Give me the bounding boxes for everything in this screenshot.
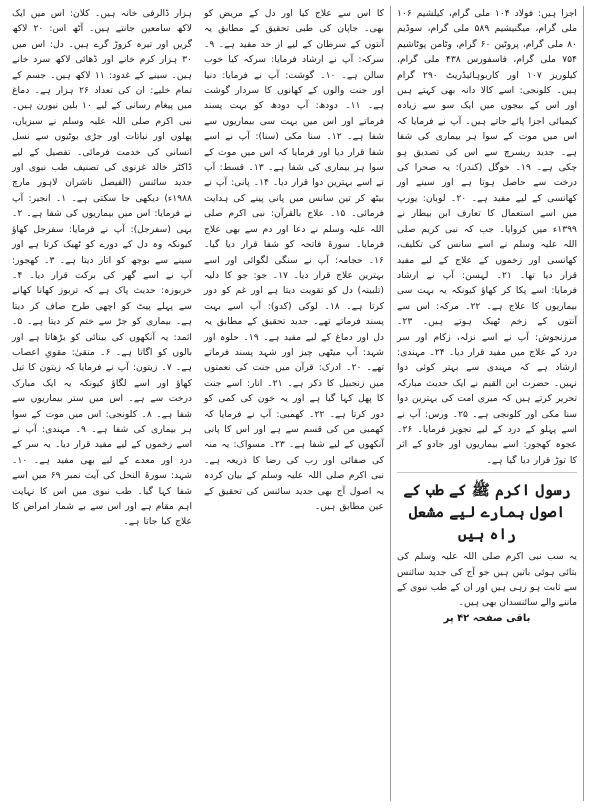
column-middle — [198, 6, 391, 801]
continued-note: باقی صفحہ ۴۲ پر — [443, 612, 531, 624]
column-right-text: ہزار ڈالرفی خانہ ہیں۔ کلان: اس میں ایک لاکھ سامعین جانتے ہیں۔ آٹھ اس: ۲۰ لاکھ گریں اور تیرہ کروڑ گرے ہیں۔ دل: اس میں ۳۰ ہزار کرم خانے اور ڈھائی لاکھ سرد خانے ہیں۔ سینے کے غدود: ۱۱ لاکھ ہیں۔ جسم کے تمام خلیے: ان کی تعداد ۲۶ ہزار ہے۔ دماغ میں پیغام رسانی کے لیے ۱۰ بلین نیورن ہیں۔ نبی اکرم صلی اللہ علیہ وسلم نے سبزیاں، پھلوں اور نباتات اور جڑی بوٹیوں سے نسل انسانی کی خدمت فرمائی۔ تفصیل کے لیے ڈاکٹر خالد غزنوی کی تصنیف طب نبوی اور جدید سائنس (الفیصل ناشران لاہور مارچ ۱۹۸۸ء) دیکھی جا سکتی ہے۔ ۱۔ انجیر: آپ نے فرمایا: اس میں بیماریوں کی شفا ہے۔ ۲۔ بہی (سفرجل): آپ نے فرمایا: سفرجل کھاؤ کیونکہ وہ دل کے دورے کو ٹھیک کرتا ہے اور سینے سے بوجھ کو اتار دیتا ہے۔ ۳۔ کھجور: آپ نے اسے گھر کی برکت قرار دیا۔ ۴۔ خربوزہ: حدیث پاک ہے کہ تربوز کھانا کھانے سے پہلے پیٹ کو اچھی طرح صاف کر دیتا ہے۔ بیماری کو جڑ سے ختم کر دیتا ہے۔ ۵۔ اثمد: یہ آنکھوں کی بینائی کو بڑھاتا ہے اور بالوں کو اگاتا ہے۔ ۶۔ منقیٰ: مقویِ اعصاب ہے۔ ۷۔ زیتون: آپ نے فرمایا کہ زیتون کا تیل کھاؤ اور اسے لگاؤ کیونکہ یہ ایک مبارک درخت سے ہے۔ اس میں ستر بیماریوں سے شفا ہے۔ ۸۔ کلونجی: اس میں موت کے سوا ہر بیماری کی شفا ہے۔ ۹۔ مہندی: آپ نے اسے زخموں کے لیے مفید قرار دیا۔ یہ سر کے درد اور معدے کے لیے بھی مفید ہے۔ ۱۰۔ شہد: سورۃ النحل کی آیت نمبر ۶۹ میں اسے شفا کہا گیا۔ طب نبوی میں اس کا نہایت اہم مقام ہے اور اس سے بے شمار امراض کا علاج کیا جاتا ہے۔ — [12, 8, 193, 528]
article-intro: یہ سب نبی اکرم صلی اللہ علیہ وسلم کی بتائی ہوئی باتیں ہیں جو آج کی جدید سائنس سے ثابت ہو رہی ہیں اور ان کے طب نبوی کے ماننے والے سائنسدان بھی ہیں۔ — [397, 551, 577, 609]
column-right — [6, 6, 198, 801]
column-left — [391, 6, 584, 801]
column-middle-text: کا اس سے علاج کیا اور دل کے مریض کو بھی۔ جاپان کی طبی تحقیق کے مطابق یہ آنتوں کے سرطان کے لیے از حد مفید ہے۔ ۹۔ سرکہ: آپ نے ارشاد فرمایا: سرکہ کیا خوب سالن ہے۔ ۱۰۔ گوشت: آپ نے فرمایا: دنیا اور جنت والوں کے کھانوں کا سردار گوشت ہے۔ ۱۱۔ دودھ: آپ دودھ کو بہت پسند فرماتے اور اس میں بہت سی بیماریوں سے شفا ہے۔ ۱۲۔ سنا مکی (سنا): آپ نے اسے شفا قرار دیا اور فرمایا کہ اس میں موت کے سوا ہر بیماری کی شفا ہے۔ ۱۳۔ قسط: آپ نے اسے بہترین دوا قرار دیا۔ ۱۴۔ پانی: آپ نے بیٹھ کر تین سانس میں پانی پینے کی ہدایت فرمائی۔ ۱۵۔ علاج بالقرآن: نبی اکرم صلی اللہ علیہ وسلم نے دعا اور دم سے بھی علاج فرمایا۔ سورۃ فاتحہ کو شفا قرار دیا گیا۔ ۱۶۔ حجامہ: آپ نے سنگی لگوائی اور اسے بہترین علاج قرار دیا۔ ۱۷۔ جو: جو کا دلیہ (تلبینہ) دل کو تقویت دیتا ہے اور غم کو دور کرتا ہے۔ ۱۸۔ لوکی (کدو): آپ اسے بہت پسند فرماتے تھے۔ جدید تحقیق کے مطابق یہ دل اور دماغ کے لیے مفید ہے۔ ۱۹۔ حلوہ اور شہد: آپ میٹھی چیز اور شہد پسند فرماتے تھے۔ ۲۰۔ ادرک: قرآن میں جنت کی نعمتوں میں زنجبیل کا ذکر ہے۔ ۲۱۔ انار: اسے جنت کا پھل کہا گیا ہے اور یہ خون کی کمی کو دور کرتا ہے۔ ۲۲۔ کھمبی: آپ نے فرمایا کہ کھمبی من کی قسم سے ہے اور اس کا پانی آنکھوں کے لیے شفا ہے۔ ۲۳۔ مسواک: یہ منہ کی صفائی اور رب کی رضا کا ذریعہ ہے۔ نبی اکرم صلی اللہ علیہ وسلم کے بیان کردہ یہ اصول آج بھی جدید سائنس کی تحقیق کے عین مطابق ہیں۔ — [204, 8, 385, 512]
article-heading: رسول اکرم ﷺ کے طب کے اصول ہمارے لیے مشعل راہ ہیں — [403, 481, 571, 544]
column-left-text: اجزا ہیں: فولاد ۱۰۴ ملی گرام، کیلشیم ۱۰۶ ملی گرام، میگنیشیم ۵۸۹ ملی گرام، سوڈیم ۸۰ ملی گرام، پروٹین ۶۰ گرام، وٹامن پوٹاشیم ۷۵۴ ملی گرام، فاسفورس ۴۳۸ ملی گرام، کیلوریز ۱۰۷ اور کاربوہائیڈریٹ ۲۹۰ گرام ہیں۔ کلونجی: اسے کالا دانہ بھی کہتے ہیں اور اس کے بیجوں میں ایک سو سے زیادہ کیمیائی اجزا پائے جاتے ہیں۔ آپ نے فرمایا کہ اس میں موت کے سوا ہر بیماری کی شفا ہے۔ جدید ریسرچ سے اس کی تصدیق ہو چکی ہے۔ ۱۹۔ خوگل (کندر): یہ صحرا کی درخت سے حاصل ہوتا ہے اور سینے اور کھانسی کے لیے مفید ہے۔ ۲۰۔ لوبان: یورپ میں اسے استعمال کا تعارف ابن بیطار نے ۱۳۹۹ء میں کروایا۔ جب کہ نبی کریم صلی اللہ علیہ وسلم نے اسے سانس کی تکلیف، کھانسی اور زخموں کے علاج کے لیے مفید قرار دیا تھا۔ ۲۱۔ لہسن: آپ نے ارشاد فرمایا: اسے پکا کر کھاؤ کیونکہ یہ بہت سی بیماریوں کا علاج ہے۔ ۲۲۔ مرکہ: اس سے آنتوں کے زخم ٹھیک ہوتے ہیں۔ ۲۳۔ مرزنجوش: آپ نے اسے نزلہ، زکام اور سر درد کے علاج میں مفید قرار دیا۔ ۲۴۔ مہندی: ارشاد ہے کہ مہندی سے بہتر کوئی دوا نہیں۔ حضرت ابن القیم نے ایک حدیث مبارکہ تحریر کرتے ہیں کہ میری امت کی بہترین دوا سنا مکی اور کلونجی ہے۔ ۲۵۔ ورس: آپ نے اسے پہلو کے درد کے لیے تجویز فرمایا۔ ۲۶۔ عجوہ کھجور: اسے بیماریوں اور جادو کے اثر کا توڑ قرار دیا گیا ہے۔ — [397, 8, 578, 466]
section-divider — [397, 472, 577, 473]
